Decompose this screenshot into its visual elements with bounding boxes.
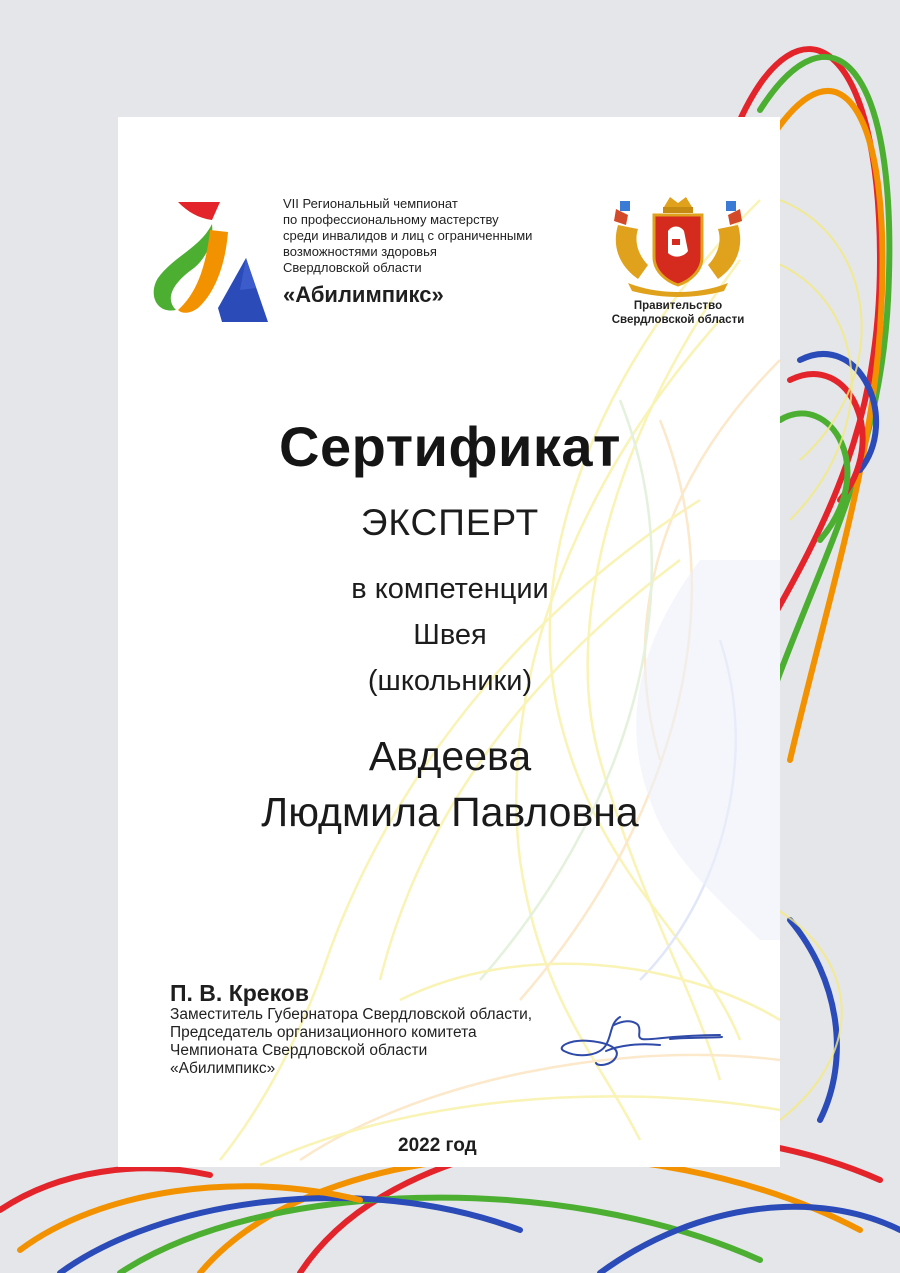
recipient-surname: Авдеева <box>368 733 532 779</box>
recipient-name <box>120 728 780 840</box>
certificate-title: Сертификат <box>279 415 621 478</box>
header-line: по профессиональному мастерству <box>283 212 499 227</box>
header-line: Свердловской области <box>283 260 422 275</box>
recipient-given-names: Людмила Павловна <box>261 789 639 835</box>
signer-title <box>170 1006 610 1078</box>
competence-intro: в компетенции <box>351 573 549 605</box>
competence-name: Швея <box>413 619 487 651</box>
abilympics-logo <box>148 198 270 328</box>
certificate-role: ЭКСПЕРТ <box>360 502 540 543</box>
coat-of-arms-emblem <box>608 195 748 300</box>
championship-header <box>283 196 603 308</box>
competence-note: (школьники) <box>367 665 533 697</box>
signer-title-line: Чемпионата Свердловской области <box>170 1042 428 1059</box>
government-caption <box>588 299 768 327</box>
certificate-year: 2022 год <box>398 1135 477 1156</box>
header-line: VII Региональный чемпионат <box>283 196 458 211</box>
signer-title-line: «Абилимпикс» <box>170 1060 276 1077</box>
government-line: Правительство <box>633 300 723 312</box>
government-line: Свердловской области <box>611 314 745 326</box>
signer-title-line: Заместитель Губернатора Свердловской области, <box>170 1006 533 1023</box>
competence-block <box>120 566 780 704</box>
signer-title-line: Председатель организационного комитета <box>170 1024 477 1041</box>
header-line: среди инвалидов и лиц с ограниченными <box>283 228 533 243</box>
header-line: возможностями здоровья <box>283 244 437 259</box>
brand-name: «Абилимпикс» <box>283 282 444 307</box>
handwritten-signature <box>550 1005 725 1085</box>
signer-name: П. В. Креков <box>170 980 309 1006</box>
